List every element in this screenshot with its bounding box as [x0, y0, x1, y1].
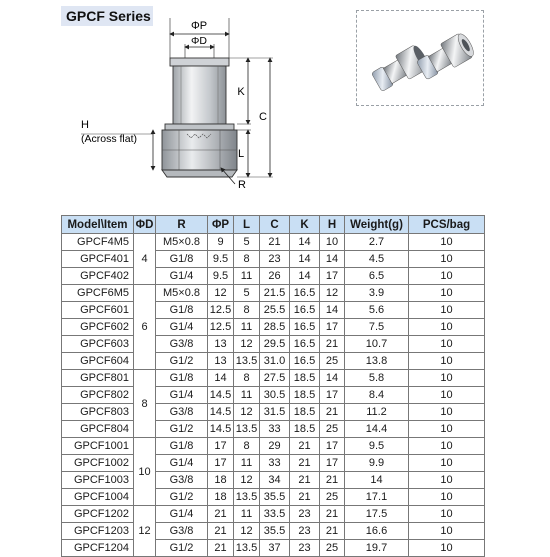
spec-cell: 17: [320, 438, 345, 455]
product-photo: [356, 10, 484, 106]
spec-cell: 16.5: [290, 302, 320, 319]
spec-cell: 17.5: [345, 506, 409, 523]
col-header: C: [260, 216, 290, 234]
table-row: [62, 336, 485, 353]
spec-cell: G1/2: [156, 353, 208, 370]
model-cell: GPCF6M5: [62, 285, 134, 302]
dim-h-note: (Across flat): [81, 133, 138, 145]
spec-cell: G1/8: [156, 302, 208, 319]
spec-cell: 14.5: [208, 387, 234, 404]
dim-r-label: R: [238, 179, 246, 191]
spec-cell: 4.5: [345, 251, 409, 268]
model-cell: GPCF803: [62, 404, 134, 421]
spec-cell: 23: [290, 523, 320, 540]
spec-cell: 34: [260, 472, 290, 489]
spec-cell: 16.5: [290, 285, 320, 302]
spec-cell: 12: [208, 285, 234, 302]
table-row: [62, 455, 485, 472]
spec-cell: 21: [260, 234, 290, 251]
table-row: [62, 404, 485, 421]
spec-cell: 3.9: [345, 285, 409, 302]
spec-cell: 9.5: [208, 268, 234, 285]
spec-cell: M5×0.8: [156, 285, 208, 302]
spec-cell: 5.6: [345, 302, 409, 319]
spec-cell: 17: [320, 268, 345, 285]
model-cell: GPCF604: [62, 353, 134, 370]
spec-cell: 8: [234, 438, 260, 455]
spec-cell: 10: [409, 523, 485, 540]
spec-cell: 10: [409, 251, 485, 268]
tube-od-cell: 8: [134, 370, 156, 438]
tube-od-cell: 6: [134, 285, 156, 370]
spec-cell: 18.5: [290, 387, 320, 404]
spec-cell: 30.5: [260, 387, 290, 404]
spec-cell: 17.1: [345, 489, 409, 506]
spec-cell: 25.5: [260, 302, 290, 319]
spec-cell: 35.5: [260, 489, 290, 506]
spec-cell: 17: [208, 455, 234, 472]
spec-cell: 31.5: [260, 404, 290, 421]
table-row: [62, 251, 485, 268]
spec-cell: G1/8: [156, 370, 208, 387]
spec-cell: 2.7: [345, 234, 409, 251]
spec-cell: 12.5: [208, 302, 234, 319]
spec-cell: 14: [320, 370, 345, 387]
table-row: [62, 540, 485, 557]
spec-cell: G3/8: [156, 336, 208, 353]
spec-cell: 12: [234, 472, 260, 489]
tube-od-cell: 12: [134, 506, 156, 557]
spec-cell: 25: [320, 421, 345, 438]
spec-cell: 10: [409, 285, 485, 302]
table-row: [62, 319, 485, 336]
spec-cell: 23: [290, 506, 320, 523]
col-header: Weight(g): [345, 216, 409, 234]
spec-cell: 21: [208, 540, 234, 557]
spec-cell: 16.5: [290, 353, 320, 370]
spec-cell: 10: [409, 336, 485, 353]
spec-cell: 10: [409, 455, 485, 472]
model-cell: GPCF603: [62, 336, 134, 353]
spec-cell: 14: [208, 370, 234, 387]
dim-phi-p-label: ΦP: [190, 20, 208, 32]
spec-cell: 37: [260, 540, 290, 557]
dim-h-label: H: [81, 119, 89, 131]
dim-l-label: L: [237, 148, 245, 160]
spec-cell: 33.5: [260, 506, 290, 523]
model-cell: GPCF804: [62, 421, 134, 438]
tube-od-cell: 10: [134, 438, 156, 506]
spec-cell: 12: [320, 285, 345, 302]
table-header-row: [62, 216, 485, 234]
col-header: L: [234, 216, 260, 234]
spec-cell: 16.5: [290, 319, 320, 336]
spec-cell: 27.5: [260, 370, 290, 387]
table-row: [62, 506, 485, 523]
table-row: [62, 234, 485, 251]
spec-cell: 18.5: [290, 370, 320, 387]
spec-cell: 17: [208, 438, 234, 455]
spec-cell: G3/8: [156, 523, 208, 540]
spec-cell: 10: [409, 234, 485, 251]
spec-cell: 18.5: [290, 421, 320, 438]
spec-cell: 33: [260, 455, 290, 472]
spec-cell: 18: [208, 472, 234, 489]
spec-cell: 10: [409, 268, 485, 285]
table-row: [62, 523, 485, 540]
spec-cell: 10: [409, 540, 485, 557]
spec-cell: 25: [320, 353, 345, 370]
spec-cell: 13: [208, 353, 234, 370]
spec-cell: 9.9: [345, 455, 409, 472]
spec-cell: 10: [409, 387, 485, 404]
spec-table: [61, 215, 485, 557]
spec-cell: 10: [409, 489, 485, 506]
spec-cell: 14.5: [208, 404, 234, 421]
spec-cell: 11: [234, 506, 260, 523]
table-row: [62, 370, 485, 387]
spec-cell: 10: [409, 438, 485, 455]
spec-cell: G1/2: [156, 421, 208, 438]
spec-cell: G3/8: [156, 472, 208, 489]
spec-cell: 25: [320, 540, 345, 557]
spec-cell: 21.5: [260, 285, 290, 302]
spec-cell: 6.5: [345, 268, 409, 285]
fitting-dimension-drawing: [61, 14, 361, 214]
table-row: [62, 285, 485, 302]
spec-cell: 10: [409, 472, 485, 489]
spec-cell: 17: [320, 387, 345, 404]
spec-cell: G1/8: [156, 438, 208, 455]
table-row: [62, 489, 485, 506]
spec-cell: G1/4: [156, 506, 208, 523]
table-row: [62, 302, 485, 319]
spec-cell: 17: [320, 319, 345, 336]
spec-cell: 10: [409, 370, 485, 387]
table-row: [62, 421, 485, 438]
spec-cell: 35.5: [260, 523, 290, 540]
spec-cell: 14: [290, 251, 320, 268]
table-row: [62, 387, 485, 404]
spec-cell: 10: [409, 353, 485, 370]
spec-cell: 10: [320, 234, 345, 251]
spec-cell: 10.7: [345, 336, 409, 353]
model-cell: GPCF4M5: [62, 234, 134, 251]
model-cell: GPCF402: [62, 268, 134, 285]
spec-cell: 29.5: [260, 336, 290, 353]
spec-cell: 9: [208, 234, 234, 251]
spec-cell: 8: [234, 302, 260, 319]
spec-cell: 5.8: [345, 370, 409, 387]
table-row: [62, 353, 485, 370]
spec-cell: 14: [320, 251, 345, 268]
spec-cell: 21: [208, 523, 234, 540]
spec-cell: 33: [260, 421, 290, 438]
spec-cell: 11: [234, 268, 260, 285]
spec-cell: G1/8: [156, 251, 208, 268]
model-cell: GPCF802: [62, 387, 134, 404]
spec-cell: 16.5: [290, 336, 320, 353]
spec-cell: 10: [409, 302, 485, 319]
model-cell: GPCF1203: [62, 523, 134, 540]
table-body: [62, 234, 485, 557]
spec-cell: 26: [260, 268, 290, 285]
spec-cell: 16.6: [345, 523, 409, 540]
model-cell: GPCF1003: [62, 472, 134, 489]
col-header: PCS/bag: [409, 216, 485, 234]
dim-c-label: C: [259, 111, 267, 123]
table-row: [62, 472, 485, 489]
model-cell: GPCF1001: [62, 438, 134, 455]
spec-cell: 9.5: [208, 251, 234, 268]
spec-cell: G1/2: [156, 540, 208, 557]
spec-cell: 17: [320, 455, 345, 472]
model-cell: GPCF801: [62, 370, 134, 387]
spec-cell: 10: [409, 404, 485, 421]
spec-cell: 18.5: [290, 404, 320, 421]
dim-phi-d-label: ΦD: [191, 35, 207, 47]
spec-cell: 14: [320, 302, 345, 319]
model-cell: GPCF602: [62, 319, 134, 336]
spec-cell: 31.0: [260, 353, 290, 370]
col-header: Model\Item: [62, 216, 134, 234]
spec-cell: 21: [290, 455, 320, 472]
spec-cell: 21: [320, 404, 345, 421]
spec-cell: 10: [409, 421, 485, 438]
spec-cell: 21: [290, 472, 320, 489]
spec-cell: 5: [234, 285, 260, 302]
spec-cell: 5: [234, 234, 260, 251]
spec-cell: 13.5: [234, 540, 260, 557]
spec-cell: 13: [208, 336, 234, 353]
spec-cell: 14: [290, 268, 320, 285]
spec-cell: M5×0.8: [156, 234, 208, 251]
model-cell: GPCF401: [62, 251, 134, 268]
spec-cell: 13.5: [234, 353, 260, 370]
table-row: [62, 268, 485, 285]
col-header: ΦD: [134, 216, 156, 234]
spec-cell: 11: [234, 319, 260, 336]
spec-cell: 10: [409, 319, 485, 336]
series-title: GPCF Series: [61, 6, 153, 26]
spec-cell: 19.7: [345, 540, 409, 557]
table-row: [62, 438, 485, 455]
spec-cell: 14.5: [208, 421, 234, 438]
spec-cell: G1/4: [156, 387, 208, 404]
spec-cell: 12: [234, 523, 260, 540]
model-cell: GPCF601: [62, 302, 134, 319]
spec-cell: 13.5: [234, 421, 260, 438]
spec-cell: 21: [290, 438, 320, 455]
model-cell: GPCF1002: [62, 455, 134, 472]
spec-cell: 11: [234, 387, 260, 404]
spec-cell: 13.8: [345, 353, 409, 370]
spec-cell: 12: [234, 404, 260, 421]
model-cell: GPCF1004: [62, 489, 134, 506]
model-cell: GPCF1202: [62, 506, 134, 523]
spec-cell: 12: [234, 336, 260, 353]
col-header: R: [156, 216, 208, 234]
spec-cell: 7.5: [345, 319, 409, 336]
spec-cell: 21: [320, 336, 345, 353]
spec-cell: G1/4: [156, 268, 208, 285]
dim-k-label: K: [237, 86, 245, 98]
model-cell: GPCF1204: [62, 540, 134, 557]
spec-cell: G3/8: [156, 404, 208, 421]
spec-cell: 25: [320, 489, 345, 506]
spec-cell: 21: [320, 472, 345, 489]
fittings-illustration: [357, 11, 483, 105]
spec-cell: 11.2: [345, 404, 409, 421]
spec-cell: 9.5: [345, 438, 409, 455]
tube-od-cell: 4: [134, 234, 156, 285]
spec-cell: G1/2: [156, 489, 208, 506]
spec-cell: 21: [320, 523, 345, 540]
spec-cell: 12.5: [208, 319, 234, 336]
spec-cell: 21: [290, 489, 320, 506]
spec-cell: 28.5: [260, 319, 290, 336]
spec-cell: 23: [290, 540, 320, 557]
spec-cell: 14: [290, 234, 320, 251]
col-header: ΦP: [208, 216, 234, 234]
spec-cell: 14: [345, 472, 409, 489]
spec-cell: 11: [234, 455, 260, 472]
col-header: H: [320, 216, 345, 234]
spec-cell: 23: [260, 251, 290, 268]
spec-cell: 21: [320, 506, 345, 523]
spec-cell: 8: [234, 251, 260, 268]
spec-cell: 29: [260, 438, 290, 455]
spec-cell: G1/4: [156, 319, 208, 336]
spec-cell: 14.4: [345, 421, 409, 438]
spec-cell: 8.4: [345, 387, 409, 404]
col-header: K: [290, 216, 320, 234]
spec-cell: 18: [208, 489, 234, 506]
spec-cell: G1/4: [156, 455, 208, 472]
spec-cell: 10: [409, 506, 485, 523]
spec-cell: 8: [234, 370, 260, 387]
spec-cell: 21: [208, 506, 234, 523]
spec-cell: 13.5: [234, 489, 260, 506]
